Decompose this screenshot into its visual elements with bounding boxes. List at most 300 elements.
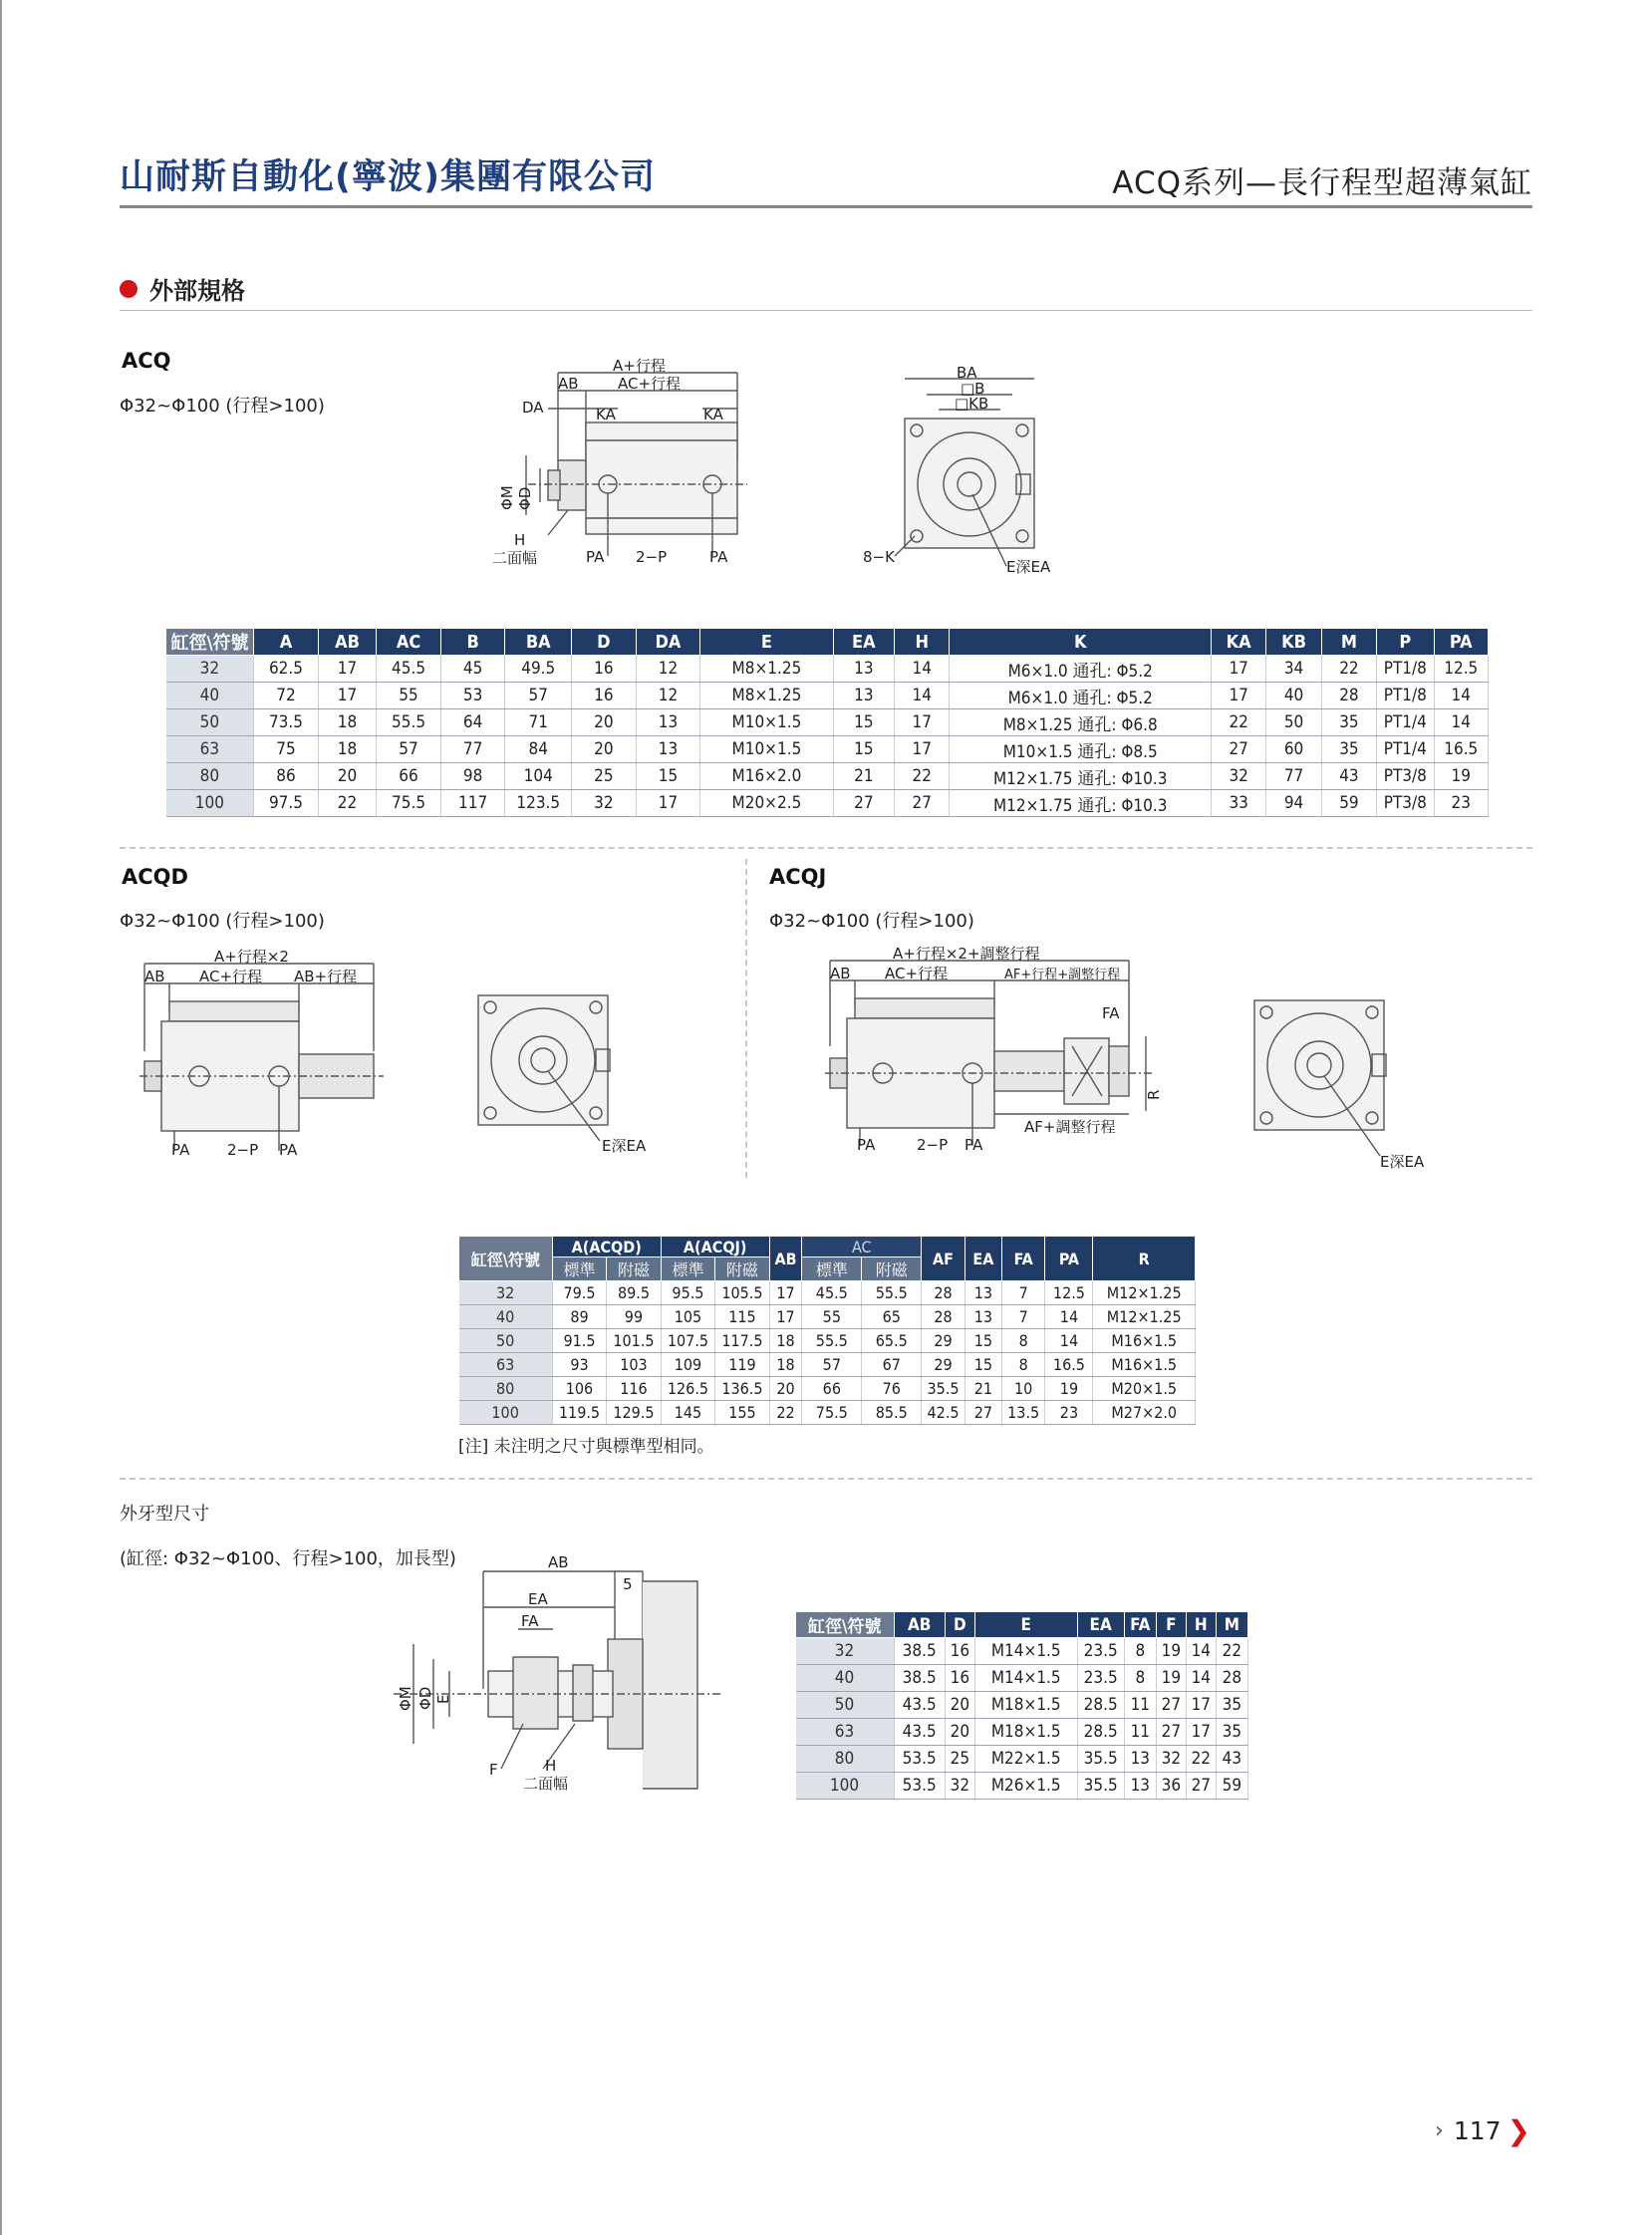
ext-thread-spec-table bbox=[795, 1611, 1248, 1800]
col-header: E bbox=[700, 629, 833, 656]
table-cell: 85.5 bbox=[862, 1401, 922, 1425]
table-cell: 13 bbox=[636, 736, 700, 763]
table-cell: 117.5 bbox=[715, 1329, 769, 1353]
col-header: EA bbox=[1077, 1612, 1124, 1638]
table-cell: 13 bbox=[1124, 1746, 1156, 1773]
dim-r: R bbox=[1145, 1089, 1163, 1100]
table-cell: 20 bbox=[769, 1377, 802, 1401]
table-cell: M8×1.25 bbox=[700, 683, 833, 709]
ext-subtitle: (缸徑: Φ32~Φ100、行程>100，加長型) bbox=[120, 1548, 456, 1569]
table-cell: 17 bbox=[1211, 656, 1265, 683]
table-cell: 99 bbox=[607, 1305, 661, 1329]
table-cell: PT3/8 bbox=[1377, 790, 1434, 817]
table-cell: 20 bbox=[318, 763, 376, 790]
dim-pa-left: PA bbox=[171, 1141, 190, 1159]
table-cell: 91.5 bbox=[552, 1329, 606, 1353]
table-cell: 43.5 bbox=[894, 1719, 945, 1746]
table-cell: 21 bbox=[833, 763, 895, 790]
acqj-label: ACQJ bbox=[769, 865, 827, 889]
table-cell: 20 bbox=[945, 1692, 974, 1719]
table-cell: 104 bbox=[505, 763, 572, 790]
col-header: K bbox=[950, 629, 1212, 656]
bore-size-cell: 40 bbox=[459, 1305, 553, 1329]
table-cell: 35 bbox=[1216, 1719, 1247, 1746]
table-cell: 18 bbox=[769, 1329, 802, 1353]
table-cell: 20 bbox=[572, 736, 637, 763]
table-cell: 40 bbox=[1266, 683, 1321, 709]
table-row bbox=[459, 1377, 1196, 1401]
table-cell: 18 bbox=[318, 736, 376, 763]
acq-side-drawing bbox=[488, 357, 757, 575]
table-cell: M20×1.5 bbox=[1093, 1377, 1196, 1401]
table-cell: 126.5 bbox=[661, 1377, 714, 1401]
table-cell: 93 bbox=[552, 1353, 606, 1377]
table-cell: 55.5 bbox=[802, 1329, 862, 1353]
bore-size-cell: 32 bbox=[459, 1281, 553, 1305]
table-cell: 17 bbox=[769, 1281, 802, 1305]
series-title: ACQ系列—長行程型超薄氣缸 bbox=[1112, 165, 1532, 201]
table-cell: 16 bbox=[945, 1665, 974, 1692]
table-cell: 27 bbox=[833, 790, 895, 817]
acqd-front-drawing bbox=[468, 991, 668, 1166]
dim-8k: 8−K bbox=[863, 548, 895, 566]
table-cell: 119 bbox=[715, 1353, 769, 1377]
table-cell: 14 bbox=[1434, 683, 1488, 709]
dim-phi-m: ΦM bbox=[498, 485, 516, 510]
table-cell: 28 bbox=[1216, 1665, 1247, 1692]
dim-pa-right: PA bbox=[279, 1141, 298, 1159]
dim-f: F bbox=[489, 1761, 498, 1779]
col-header: AB bbox=[894, 1612, 945, 1638]
table-cell: 29 bbox=[922, 1329, 965, 1353]
dim-e-depth: E深EA bbox=[1380, 1153, 1425, 1171]
dim-2p: 2−P bbox=[636, 548, 668, 566]
table-cell: 22 bbox=[1321, 656, 1376, 683]
table-cell: 17 bbox=[895, 736, 950, 763]
dim-phi-d: ΦD bbox=[416, 1686, 434, 1710]
table-cell: 15 bbox=[964, 1353, 1001, 1377]
table-cell: 17 bbox=[1211, 683, 1265, 709]
acqd-side-drawing bbox=[139, 948, 389, 1166]
table-row bbox=[459, 1353, 1196, 1377]
table-cell: 38.5 bbox=[894, 1638, 945, 1665]
col-header: A(ACQD) bbox=[552, 1237, 661, 1257]
table-cell: PT1/4 bbox=[1377, 736, 1434, 763]
table-cell: 16 bbox=[572, 656, 637, 683]
table-cell: M8×1.25 通孔: Φ6.8 bbox=[950, 709, 1212, 736]
table-cell: M18×1.5 bbox=[974, 1719, 1077, 1746]
bore-size-cell: 100 bbox=[166, 790, 254, 817]
table-cell: 43 bbox=[1216, 1746, 1247, 1773]
page-number bbox=[1435, 2114, 1530, 2147]
bore-size-cell: 63 bbox=[166, 736, 254, 763]
table-cell: 16.5 bbox=[1045, 1353, 1093, 1377]
arrow-right-icon: ❯ bbox=[1507, 2114, 1530, 2147]
col-header: AB bbox=[318, 629, 376, 656]
table-cell: 32 bbox=[945, 1773, 974, 1800]
dim-af-adj: AF+調整行程 bbox=[1024, 1118, 1116, 1136]
table-row bbox=[796, 1665, 1248, 1692]
table-row bbox=[166, 763, 1489, 790]
table-cell: 22 bbox=[1216, 1638, 1247, 1665]
table-cell: 14 bbox=[1186, 1665, 1216, 1692]
table-cell: 105.5 bbox=[715, 1281, 769, 1305]
table-cell: 20 bbox=[945, 1719, 974, 1746]
table-cell: 17 bbox=[1186, 1692, 1216, 1719]
col-header: H bbox=[895, 629, 950, 656]
dim-ab: AB bbox=[830, 965, 851, 982]
table-cell: M12×1.25 bbox=[1093, 1305, 1196, 1329]
table-row bbox=[166, 683, 1489, 709]
dim-e: E bbox=[434, 1694, 452, 1704]
page-number-value: 117 bbox=[1453, 2116, 1502, 2145]
table-cell: 18 bbox=[318, 709, 376, 736]
col-header: A(ACQJ) bbox=[661, 1237, 769, 1257]
table-cell: 28.5 bbox=[1077, 1692, 1124, 1719]
chevron-right-icon: › bbox=[1435, 2118, 1444, 2143]
col-header: KA bbox=[1211, 629, 1265, 656]
bore-size-cell: 80 bbox=[796, 1746, 895, 1773]
table-cell: 97.5 bbox=[254, 790, 319, 817]
section-title: 外部規格 bbox=[149, 277, 245, 305]
col-subheader: 附磁 bbox=[607, 1257, 661, 1281]
table-cell: 28.5 bbox=[1077, 1719, 1124, 1746]
bore-size-cell: 32 bbox=[796, 1638, 895, 1665]
table-cell: 95.5 bbox=[661, 1281, 714, 1305]
table-row bbox=[166, 656, 1489, 683]
table-cell: 57 bbox=[505, 683, 572, 709]
table-cell: 22 bbox=[318, 790, 376, 817]
table-row bbox=[166, 790, 1489, 817]
ext-thread-drawing bbox=[394, 1549, 727, 1794]
table-cell: 145 bbox=[661, 1401, 714, 1425]
table-cell: 25 bbox=[945, 1746, 974, 1773]
table-row bbox=[796, 1773, 1248, 1800]
table-cell: M16×1.5 bbox=[1093, 1329, 1196, 1353]
table-cell: 107.5 bbox=[661, 1329, 714, 1353]
table-cell: 105 bbox=[661, 1305, 714, 1329]
col-header: AC bbox=[802, 1237, 922, 1257]
table-cell: 23 bbox=[1045, 1401, 1093, 1425]
dim-fa: FA bbox=[521, 1612, 539, 1630]
table-cell: M27×2.0 bbox=[1093, 1401, 1196, 1425]
table-cell: 123.5 bbox=[505, 790, 572, 817]
table-cell: 14 bbox=[895, 683, 950, 709]
col-header: AC bbox=[377, 629, 441, 656]
table-cell: 28 bbox=[1321, 683, 1376, 709]
table-cell: M14×1.5 bbox=[974, 1665, 1077, 1692]
table-cell: 94 bbox=[1266, 790, 1321, 817]
bore-size-cell: 50 bbox=[166, 709, 254, 736]
divider bbox=[120, 847, 1532, 849]
col-header: F bbox=[1156, 1612, 1186, 1638]
company-name: 山耐斯自動化(寧波)集團有限公司 bbox=[120, 157, 656, 197]
table-cell: 14 bbox=[1045, 1329, 1093, 1353]
table-cell: 36 bbox=[1156, 1773, 1186, 1800]
table-cell: 22 bbox=[895, 763, 950, 790]
dim-ab: AB bbox=[558, 375, 579, 393]
label-two-face: 二面幅 bbox=[523, 1775, 569, 1793]
table-cell: 27 bbox=[1156, 1719, 1186, 1746]
bore-size-cell: 63 bbox=[459, 1353, 553, 1377]
table-cell: 109 bbox=[661, 1353, 714, 1377]
table-cell: 32 bbox=[1156, 1746, 1186, 1773]
table-cell: 155 bbox=[715, 1401, 769, 1425]
table-cell: 12.5 bbox=[1434, 656, 1488, 683]
section-heading bbox=[120, 271, 245, 306]
table-cell: 59 bbox=[1216, 1773, 1247, 1800]
table-cell: 66 bbox=[377, 763, 441, 790]
table-cell: 35.5 bbox=[1077, 1746, 1124, 1773]
bore-size-cell: 80 bbox=[166, 763, 254, 790]
table-cell: 27 bbox=[1186, 1773, 1216, 1800]
col-header: KB bbox=[1266, 629, 1321, 656]
table-cell: 33 bbox=[1211, 790, 1265, 817]
table-cell: 35.5 bbox=[1077, 1773, 1124, 1800]
col-header: R bbox=[1093, 1237, 1196, 1281]
ext-label: 外牙型尺寸 bbox=[120, 1504, 209, 1525]
table-cell: 17 bbox=[1186, 1719, 1216, 1746]
dim-da: DA bbox=[522, 399, 544, 417]
dim-h: H bbox=[545, 1757, 557, 1775]
table-cell: 27 bbox=[964, 1401, 1001, 1425]
table-cell: 75 bbox=[254, 736, 319, 763]
table-cell: 12 bbox=[636, 656, 700, 683]
table-cell: 11 bbox=[1124, 1719, 1156, 1746]
col-subheader: 標準 bbox=[661, 1257, 714, 1281]
table-cell: 23.5 bbox=[1077, 1665, 1124, 1692]
col-header: 缸徑\符號 bbox=[796, 1612, 895, 1638]
table-cell: 55.5 bbox=[862, 1281, 922, 1305]
table-cell: M16×1.5 bbox=[1093, 1353, 1196, 1377]
table-cell: 60 bbox=[1266, 736, 1321, 763]
col-header: E bbox=[974, 1612, 1077, 1638]
table-row bbox=[796, 1719, 1248, 1746]
table-cell: 65.5 bbox=[862, 1329, 922, 1353]
table-cell: 62.5 bbox=[254, 656, 319, 683]
table-cell: 103 bbox=[607, 1353, 661, 1377]
table-cell: M22×1.5 bbox=[974, 1746, 1077, 1773]
table-cell: 86 bbox=[254, 763, 319, 790]
dim-e-depth: E深EA bbox=[1006, 558, 1051, 576]
table-header-row bbox=[166, 629, 1489, 656]
table-cell: 14 bbox=[895, 656, 950, 683]
acq-label: ACQ bbox=[122, 349, 171, 373]
table-cell: 17 bbox=[318, 683, 376, 709]
divider bbox=[120, 1478, 1532, 1480]
dim-pa-left: PA bbox=[586, 548, 605, 566]
table-cell: 13 bbox=[636, 709, 700, 736]
table-cell: 45.5 bbox=[802, 1281, 862, 1305]
table-row bbox=[459, 1329, 1196, 1353]
acq-front-drawing bbox=[857, 364, 1066, 576]
table-cell: M10×1.5 bbox=[700, 736, 833, 763]
table-cell: 35 bbox=[1216, 1692, 1247, 1719]
table-header-row bbox=[796, 1612, 1248, 1638]
table-cell: M12×1.75 通孔: Φ10.3 bbox=[950, 763, 1212, 790]
dim-phi-d: ΦD bbox=[516, 486, 534, 510]
table-cell: 13 bbox=[1124, 1773, 1156, 1800]
table-cell: 15 bbox=[833, 736, 895, 763]
col-header: PA bbox=[1434, 629, 1488, 656]
table-cell: 27 bbox=[1211, 736, 1265, 763]
table-cell: 22 bbox=[769, 1401, 802, 1425]
table-note: [注] 未注明之尺寸與標準型相同。 bbox=[458, 1437, 714, 1457]
col-header: 缸徑\符號 bbox=[459, 1237, 553, 1281]
dim-b: □B bbox=[961, 380, 985, 398]
table-cell: 18 bbox=[769, 1353, 802, 1377]
col-subheader: 附磁 bbox=[715, 1257, 769, 1281]
table-cell: PT1/8 bbox=[1377, 656, 1434, 683]
dim-ac-stroke: AC+行程 bbox=[885, 965, 949, 982]
table-cell: 12.5 bbox=[1045, 1281, 1093, 1305]
table-cell: 17 bbox=[769, 1305, 802, 1329]
dim-ab: AB bbox=[548, 1553, 569, 1571]
table-cell: 45 bbox=[440, 656, 505, 683]
table-cell: 53.5 bbox=[894, 1773, 945, 1800]
table-cell: 73.5 bbox=[254, 709, 319, 736]
table-cell: M6×1.0 通孔: Φ5.2 bbox=[950, 656, 1212, 683]
table-cell: 57 bbox=[802, 1353, 862, 1377]
col-subheader: 標準 bbox=[552, 1257, 606, 1281]
table-cell: 49.5 bbox=[505, 656, 572, 683]
dim-fa: FA bbox=[1102, 1004, 1120, 1022]
table-cell: 75.5 bbox=[802, 1401, 862, 1425]
table-row bbox=[459, 1305, 1196, 1329]
col-header: A bbox=[254, 629, 319, 656]
table-cell: 23.5 bbox=[1077, 1638, 1124, 1665]
table-row bbox=[796, 1638, 1248, 1665]
bore-size-cell: 40 bbox=[166, 683, 254, 709]
bore-size-cell: 80 bbox=[459, 1377, 553, 1401]
table-cell: 15 bbox=[964, 1329, 1001, 1353]
table-row bbox=[166, 736, 1489, 763]
bore-size-cell: 32 bbox=[166, 656, 254, 683]
table-cell: 27 bbox=[895, 790, 950, 817]
table-cell: 129.5 bbox=[607, 1401, 661, 1425]
dim-pa-right: PA bbox=[709, 548, 728, 566]
table-cell: 13 bbox=[964, 1281, 1001, 1305]
dim-kb: □KB bbox=[955, 395, 989, 413]
table-cell: 16 bbox=[572, 683, 637, 709]
table-cell: 17 bbox=[318, 656, 376, 683]
table-cell: 10 bbox=[1001, 1377, 1045, 1401]
col-header: BA bbox=[505, 629, 572, 656]
acq-spec-table bbox=[165, 628, 1489, 817]
dim-2p: 2−P bbox=[227, 1141, 259, 1159]
table-cell: 84 bbox=[505, 736, 572, 763]
table-cell: 11 bbox=[1124, 1692, 1156, 1719]
table-cell: M6×1.0 通孔: Φ5.2 bbox=[950, 683, 1212, 709]
table-cell: 55.5 bbox=[377, 709, 441, 736]
table-cell: 15 bbox=[833, 709, 895, 736]
col-header: D bbox=[572, 629, 637, 656]
table-cell: 19 bbox=[1156, 1638, 1186, 1665]
table-cell: 17 bbox=[636, 790, 700, 817]
col-header: EA bbox=[964, 1237, 1001, 1281]
divider-vertical bbox=[745, 859, 747, 1178]
table-cell: M8×1.25 bbox=[700, 656, 833, 683]
table-cell: 106 bbox=[552, 1377, 606, 1401]
col-header: AF bbox=[922, 1237, 965, 1281]
table-cell: 66 bbox=[802, 1377, 862, 1401]
acqd-subtitle: Φ32~Φ100 (行程>100) bbox=[120, 911, 325, 932]
table-cell: 64 bbox=[440, 709, 505, 736]
table-cell: 67 bbox=[862, 1353, 922, 1377]
table-cell: 43 bbox=[1321, 763, 1376, 790]
bore-size-cell: 100 bbox=[796, 1773, 895, 1800]
col-header: PA bbox=[1045, 1237, 1093, 1281]
table-cell: 101.5 bbox=[607, 1329, 661, 1353]
table-cell: 50 bbox=[1266, 709, 1321, 736]
dim-ea: EA bbox=[528, 1590, 548, 1608]
table-cell: 14 bbox=[1434, 709, 1488, 736]
col-header: M bbox=[1321, 629, 1376, 656]
table-cell: 8 bbox=[1001, 1353, 1045, 1377]
table-cell: 28 bbox=[922, 1281, 965, 1305]
table-cell: M14×1.5 bbox=[974, 1638, 1077, 1665]
table-cell: 13 bbox=[833, 683, 895, 709]
col-header: EA bbox=[833, 629, 895, 656]
dim-ac-stroke: AC+行程 bbox=[199, 968, 263, 985]
dim-h: H bbox=[514, 531, 526, 549]
table-cell: M26×1.5 bbox=[974, 1773, 1077, 1800]
table-cell: 116 bbox=[607, 1377, 661, 1401]
table-cell: 35 bbox=[1321, 709, 1376, 736]
acqj-subtitle: Φ32~Φ100 (行程>100) bbox=[769, 911, 974, 932]
dim-ab: AB bbox=[144, 968, 165, 985]
acqj-side-drawing bbox=[825, 947, 1164, 1161]
label-two-face: 二面幅 bbox=[492, 549, 538, 567]
bullet-icon bbox=[120, 280, 138, 298]
bore-size-cell: 100 bbox=[459, 1401, 553, 1425]
table-cell: 57 bbox=[377, 736, 441, 763]
table-cell: PT1/8 bbox=[1377, 683, 1434, 709]
table-cell: 38.5 bbox=[894, 1665, 945, 1692]
dim-a-stroke-x2-adj: A+行程×2+調整行程 bbox=[893, 945, 1040, 963]
table-cell: 115 bbox=[715, 1305, 769, 1329]
table-cell: M20×2.5 bbox=[700, 790, 833, 817]
table-cell: 23 bbox=[1434, 790, 1488, 817]
table-cell: 17 bbox=[895, 709, 950, 736]
dim-ab-stroke: AB+行程 bbox=[294, 968, 358, 985]
table-cell: 79.5 bbox=[552, 1281, 606, 1305]
col-header: P bbox=[1377, 629, 1434, 656]
table-cell: 15 bbox=[636, 763, 700, 790]
col-header: DA bbox=[636, 629, 700, 656]
table-cell: M12×1.25 bbox=[1093, 1281, 1196, 1305]
table-cell: 76 bbox=[862, 1377, 922, 1401]
table-row bbox=[796, 1746, 1248, 1773]
bore-size-cell: 50 bbox=[459, 1329, 553, 1353]
table-cell: 8 bbox=[1124, 1665, 1156, 1692]
table-cell: 14 bbox=[1186, 1638, 1216, 1665]
table-cell: M10×1.5 通孔: Φ8.5 bbox=[950, 736, 1212, 763]
section-rule bbox=[120, 310, 1532, 311]
table-cell: 55 bbox=[377, 683, 441, 709]
table-cell: M12×1.75 通孔: Φ10.3 bbox=[950, 790, 1212, 817]
acq-subtitle: Φ32~Φ100 (行程>100) bbox=[120, 396, 325, 417]
dim-a-stroke: A+行程 bbox=[613, 357, 666, 375]
table-cell: 8 bbox=[1001, 1329, 1045, 1353]
col-header: D bbox=[945, 1612, 974, 1638]
dim-e-depth: E深EA bbox=[602, 1137, 647, 1155]
bore-size-cell: 50 bbox=[796, 1692, 895, 1719]
table-cell: M10×1.5 bbox=[700, 709, 833, 736]
table-cell: 32 bbox=[572, 790, 637, 817]
table-cell: 98 bbox=[440, 763, 505, 790]
table-cell: 72 bbox=[254, 683, 319, 709]
